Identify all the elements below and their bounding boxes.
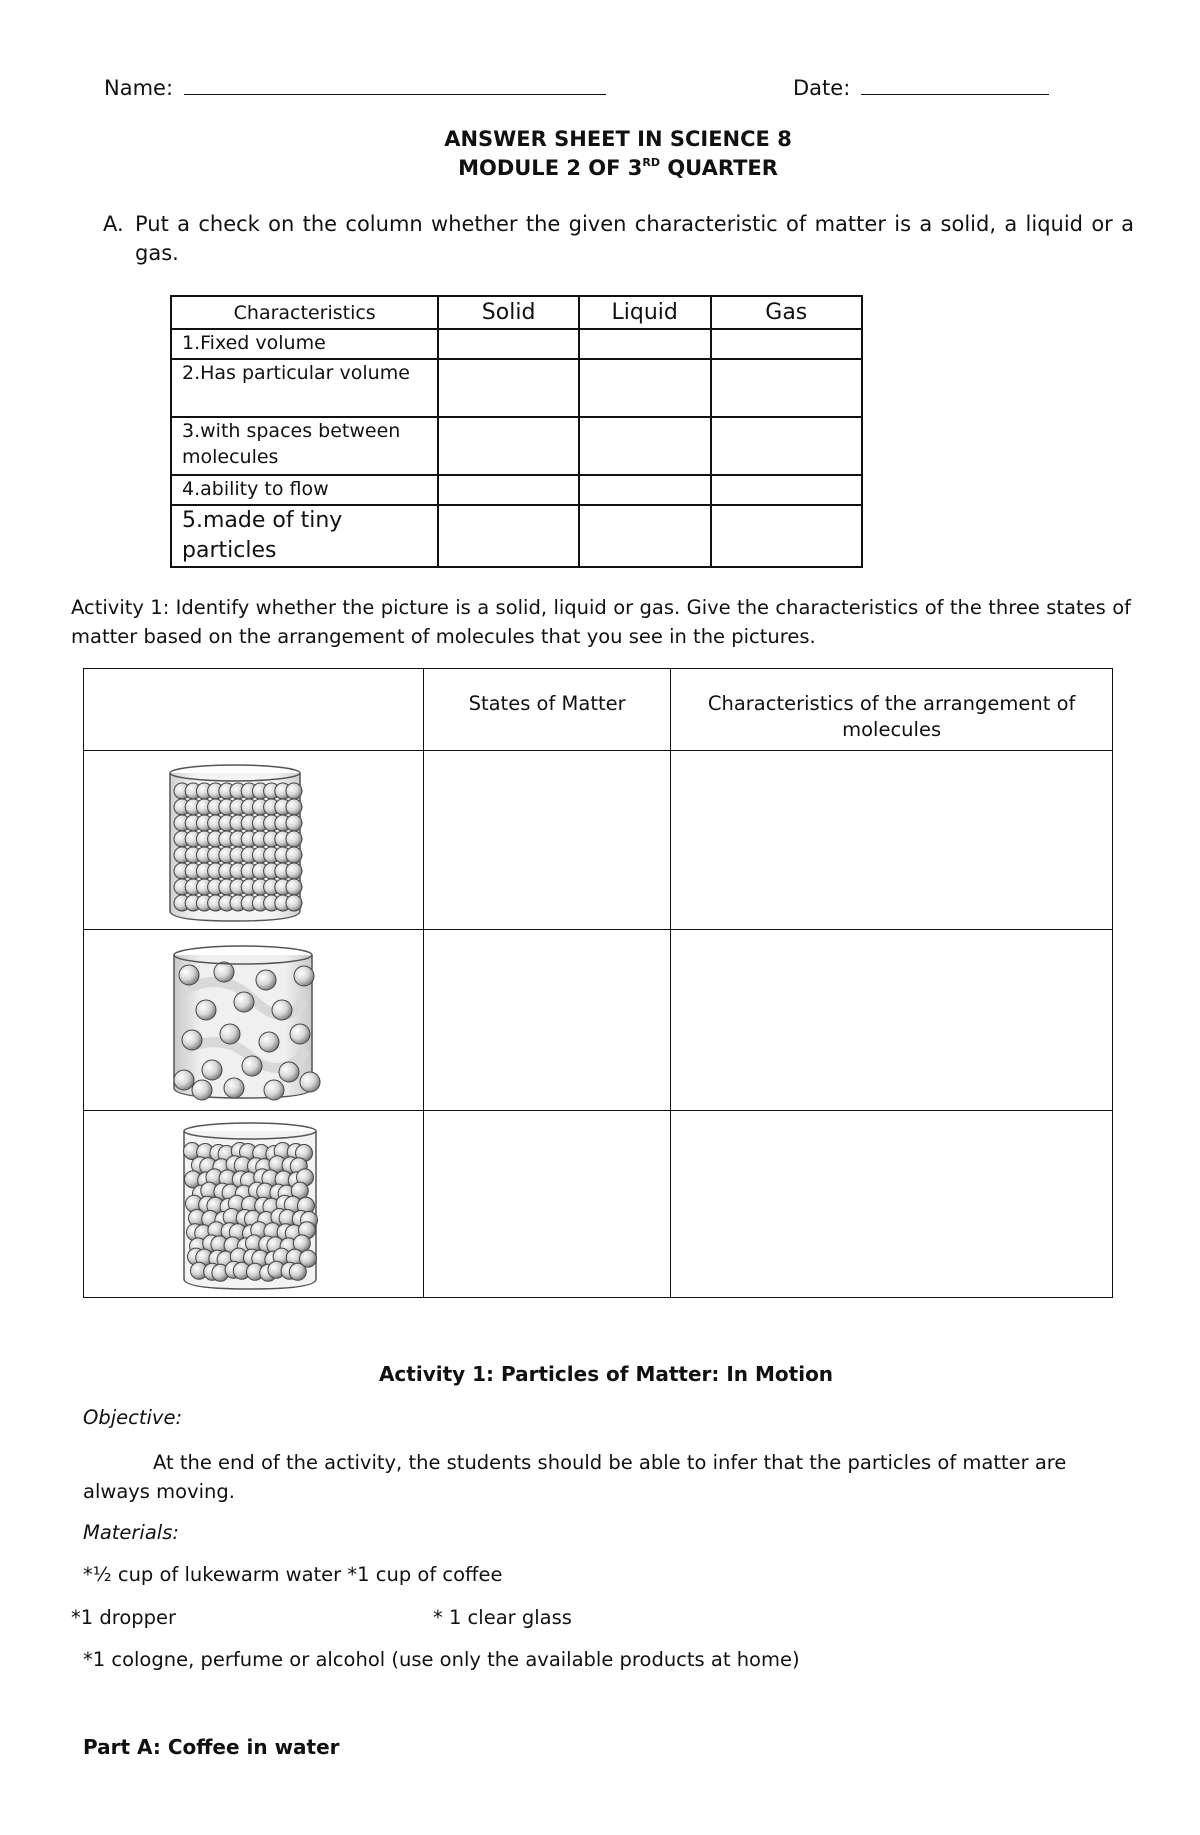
particle (256, 970, 276, 990)
gas-particles-container-icon (84, 930, 423, 1110)
table-row (84, 751, 1113, 930)
name-field[interactable] (104, 72, 606, 100)
row-label: 3.with spaces between molecules (171, 417, 438, 475)
particle (259, 1032, 279, 1052)
states-answer-cell[interactable] (424, 930, 671, 1111)
table-row (171, 359, 862, 417)
characteristics-col-header: Characteristics of the arrangement of molecules (671, 669, 1113, 751)
particle (264, 1080, 284, 1100)
objective-text (83, 1448, 1136, 1506)
title-line-2 (0, 156, 1200, 180)
characteristics-answer-cell[interactable] (671, 1111, 1113, 1298)
row-label: 2.Has particular volume (171, 359, 438, 417)
states-answer-cell[interactable] (424, 751, 671, 930)
particle (272, 1000, 292, 1020)
particle (224, 1078, 244, 1098)
title-superscript: RD (642, 156, 661, 169)
particle (192, 1080, 212, 1100)
materials-label: Materials: (83, 1521, 179, 1544)
objective-label: Objective: (83, 1406, 183, 1429)
particle (286, 863, 302, 879)
row-label: 1.Fixed volume (171, 329, 438, 359)
section-a-number: A. (103, 212, 124, 236)
particle (179, 965, 199, 985)
liquid-check-cell[interactable] (579, 417, 711, 475)
gas-check-cell[interactable] (711, 505, 862, 567)
col-header-liquid: Liquid (579, 296, 711, 329)
solid-check-cell[interactable] (438, 475, 579, 505)
liquid-particles-container-icon (84, 1111, 423, 1297)
activity1-instruction: Activity 1: Identify whether the picture is a solid, liquid or gas. Give the characteristics of the three states of matter based on the arrangement of molecules that you see in the pictures. (71, 596, 1131, 648)
part-a-heading: Part A: Coffee in water (83, 1735, 340, 1759)
table-row (171, 417, 862, 475)
liquid-check-cell[interactable] (579, 505, 711, 567)
activity1-table (83, 668, 1113, 1298)
title-quarter: QUARTER (660, 156, 778, 180)
material-item: *1 cologne, perfume or alcohol (use only the available products at home) (83, 1648, 800, 1671)
solid-check-cell[interactable] (438, 505, 579, 567)
material-item: *1 dropper (71, 1606, 177, 1629)
title-module: MODULE 2 OF 3 (458, 156, 643, 180)
particle (286, 783, 302, 799)
date-field[interactable] (793, 72, 1049, 100)
table-row (84, 1111, 1113, 1298)
particle (286, 815, 302, 831)
date-label: Date: (793, 76, 851, 100)
col-header-solid: Solid (438, 296, 579, 329)
date-underline[interactable] (861, 72, 1049, 95)
states-col-header: States of Matter (424, 669, 671, 751)
particle (289, 1263, 306, 1280)
particle (234, 992, 254, 1012)
table-row (171, 475, 862, 505)
gas-check-cell[interactable] (711, 359, 862, 417)
table-row (84, 930, 1113, 1111)
particle (290, 1024, 310, 1044)
characteristics-table (170, 295, 863, 568)
particle (286, 847, 302, 863)
particle (286, 895, 302, 911)
picture-cell (84, 930, 424, 1111)
particle (202, 1060, 222, 1080)
table-row (171, 329, 862, 359)
table-row (171, 505, 862, 567)
particle (286, 799, 302, 815)
solid-check-cell[interactable] (438, 359, 579, 417)
characteristics-answer-cell[interactable] (671, 751, 1113, 930)
characteristics-answer-cell[interactable] (671, 930, 1113, 1111)
row-label: 5.made of tiny particles (171, 505, 438, 567)
picture-cell (84, 1111, 424, 1298)
col-header-gas: Gas (711, 296, 862, 329)
particle (286, 879, 302, 895)
particle (182, 1030, 202, 1050)
title-line-1: ANSWER SHEET IN SCIENCE 8 (444, 127, 792, 151)
material-item: * 1 clear glass (433, 1606, 572, 1629)
particle (300, 1072, 320, 1092)
gas-check-cell[interactable] (711, 329, 862, 359)
section-a-instruction (103, 210, 1134, 268)
picture-col-header (84, 669, 424, 751)
particle (242, 1056, 262, 1076)
material-item: *½ cup of lukewarm water *1 cup of coffee (83, 1563, 503, 1586)
particle (196, 1000, 216, 1020)
activity-particles-title: Activity 1: Particles of Matter: In Motion (378, 1362, 834, 1386)
section-a-text: Put a check on the column whether the given characteristic of matter is a solid, a liquid or a gas. (135, 212, 1134, 265)
objective-body: At the end of the activity, the students should be able to infer that the particles of matter are always moving. (83, 1451, 1067, 1503)
particle (279, 1062, 299, 1082)
col-header-characteristics: Characteristics (171, 296, 438, 329)
states-answer-cell[interactable] (424, 1111, 671, 1298)
activity1-header-row (84, 669, 1113, 751)
name-underline[interactable] (184, 72, 606, 95)
particle (294, 966, 314, 986)
liquid-check-cell[interactable] (579, 475, 711, 505)
liquid-check-cell[interactable] (579, 359, 711, 417)
name-label: Name: (104, 76, 174, 100)
row-label: 4.ability to flow (171, 475, 438, 505)
table-header-row (171, 296, 862, 329)
particle (214, 962, 234, 982)
particle (174, 1070, 194, 1090)
solid-check-cell[interactable] (438, 329, 579, 359)
liquid-check-cell[interactable] (579, 329, 711, 359)
solid-check-cell[interactable] (438, 417, 579, 475)
gas-check-cell[interactable] (711, 417, 862, 475)
solid-particles-container-icon (84, 751, 423, 929)
picture-cell (84, 751, 424, 930)
gas-check-cell[interactable] (711, 475, 862, 505)
particle (220, 1024, 240, 1044)
particle (286, 831, 302, 847)
